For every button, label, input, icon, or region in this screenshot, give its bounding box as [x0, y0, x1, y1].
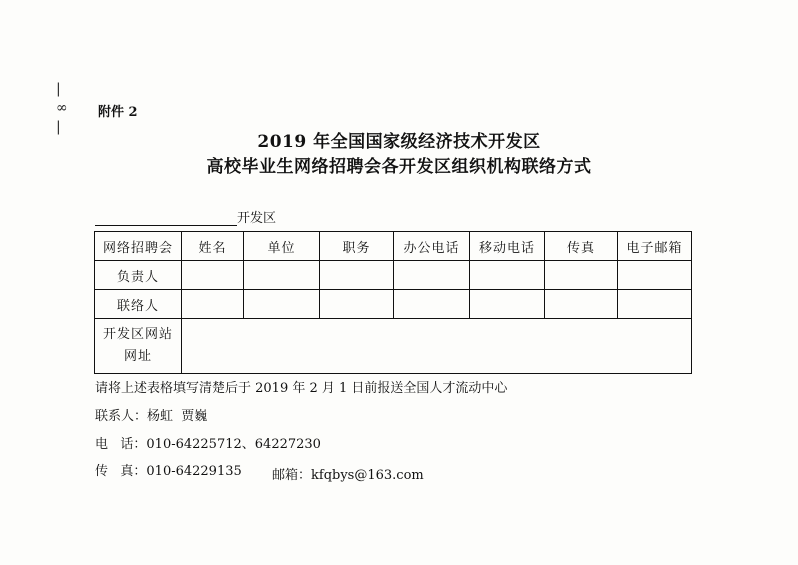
table-row [95, 261, 692, 290]
table-cell[interactable] [545, 261, 618, 290]
phone-line: 电 话：010-64225712、64227230 [95, 437, 321, 452]
column-header-name: 姓名 [182, 232, 244, 261]
document-subtitle: 高校毕业生网络招聘会各开发区组织机构联络方式 [206, 157, 592, 177]
column-header-fax: 传真 [545, 232, 618, 261]
table-cell[interactable] [320, 261, 394, 290]
website-url-cell[interactable] [182, 319, 692, 374]
table-corner-header: 网络招聘会 [95, 232, 182, 261]
table-cell[interactable] [182, 290, 244, 319]
table-cell[interactable] [470, 261, 545, 290]
column-header-position: 职务 [320, 232, 394, 261]
table-cell[interactable] [394, 290, 470, 319]
table-cell[interactable] [244, 261, 320, 290]
margin-tick-mark: | [56, 119, 61, 135]
column-header-email: 电子邮箱 [618, 232, 692, 261]
table-row [95, 290, 692, 319]
email-line: 邮箱：kfqbys@163.com [272, 468, 424, 483]
website-label-line2: 网址 [123, 349, 152, 364]
zone-name-blank [95, 211, 237, 226]
table-row-website [95, 319, 692, 374]
row-label-liaison: 联络人 [95, 290, 182, 319]
row-label-responsible-person: 负责人 [95, 261, 182, 290]
column-header-office-phone: 办公电话 [394, 232, 470, 261]
margin-tick-mark: | [56, 81, 61, 97]
zone-name-line [95, 207, 276, 226]
document-title: 2019 年全国国家级经济技术开发区 [257, 132, 541, 152]
table-cell[interactable] [320, 290, 394, 319]
margin-binding-mark: ∞ [56, 100, 68, 116]
table-cell[interactable] [618, 261, 692, 290]
website-label-line1: 开发区网站 [102, 327, 173, 342]
table-cell[interactable] [182, 261, 244, 290]
table-cell[interactable] [244, 290, 320, 319]
table-cell[interactable] [470, 290, 545, 319]
zone-suffix: 开发区 [237, 211, 277, 226]
table-header-row [95, 232, 692, 261]
contact-form-table [94, 231, 692, 374]
instruction-text: 请将上述表格填写清楚后于 2019 年 2 月 1 日前报送全国人才流动中心 [95, 381, 508, 396]
contact-persons: 联系人：杨虹 贾巍 [95, 409, 208, 424]
column-header-unit: 单位 [244, 232, 320, 261]
attachment-label: 附件 2 [98, 105, 138, 120]
table-cell[interactable] [394, 261, 470, 290]
table-cell[interactable] [545, 290, 618, 319]
column-header-mobile: 移动电话 [470, 232, 545, 261]
fax-line: 传 真：010-64229135 [95, 464, 242, 479]
row-label-website [95, 319, 182, 374]
table-cell[interactable] [618, 290, 692, 319]
